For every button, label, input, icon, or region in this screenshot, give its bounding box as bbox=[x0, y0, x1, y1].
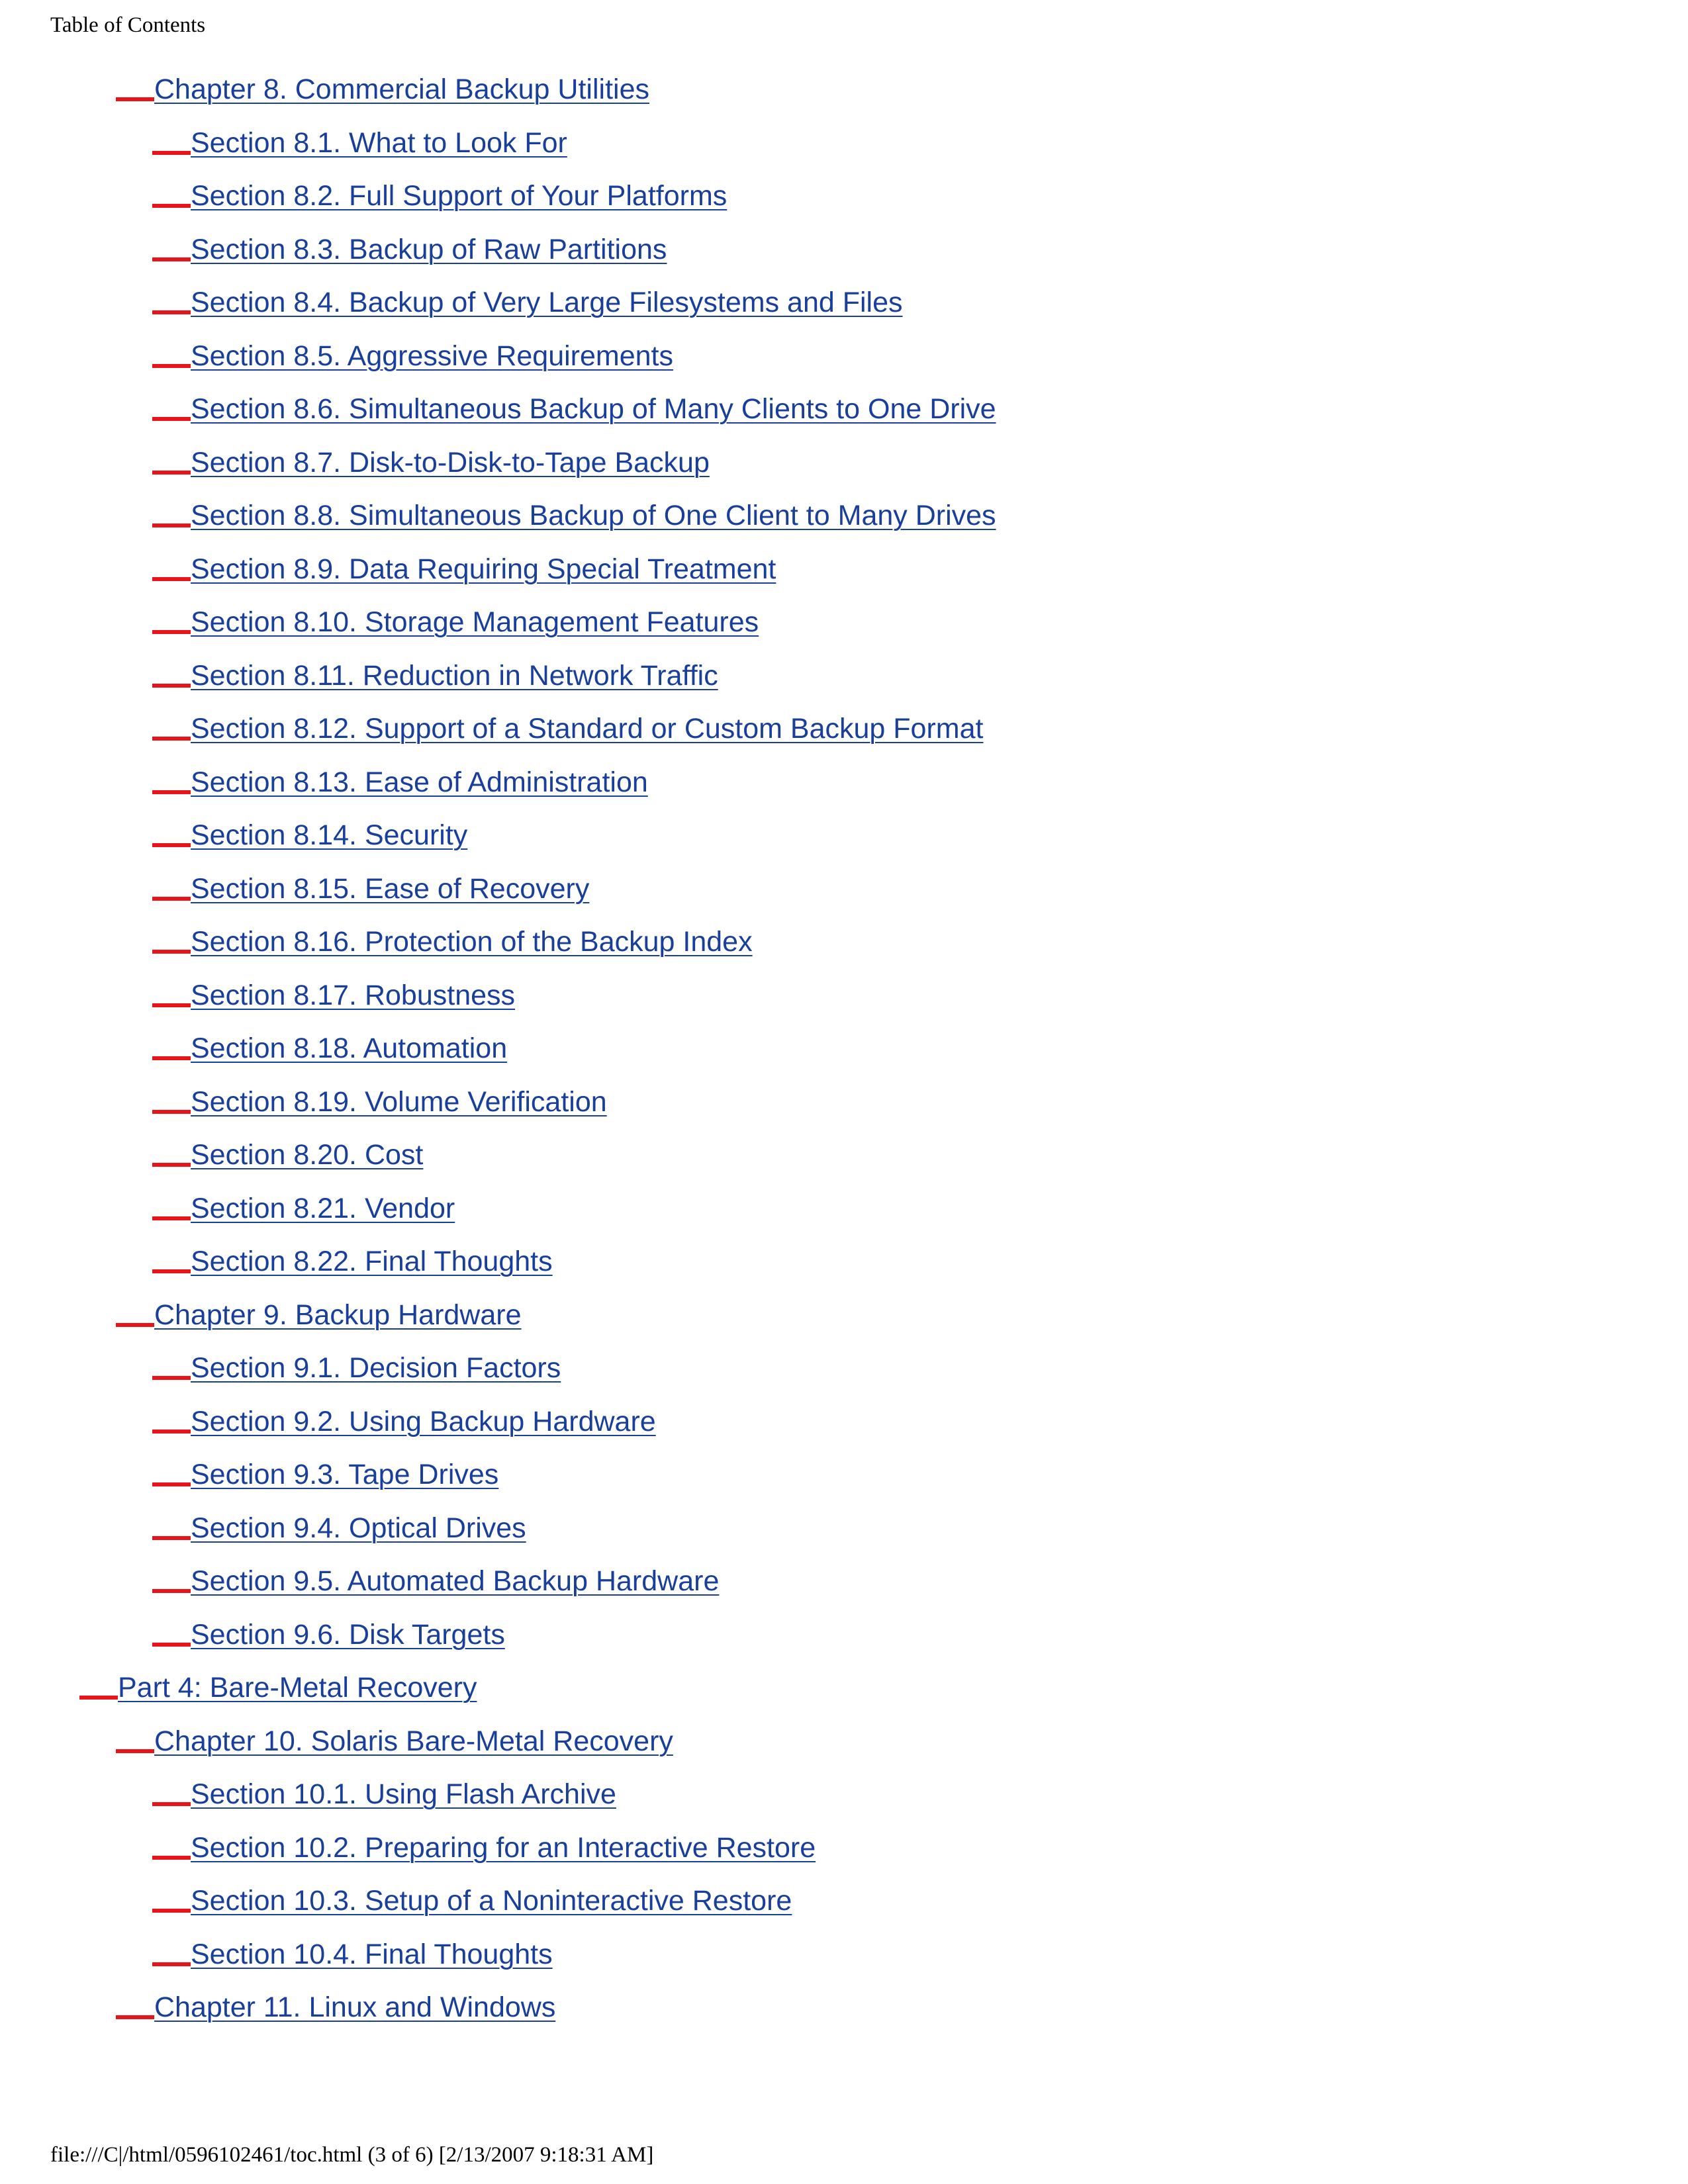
toc-entry bbox=[0, 606, 1688, 659]
bullet-marker-icon bbox=[152, 577, 191, 581]
bullet-marker-icon bbox=[152, 523, 191, 527]
toc-link-section[interactable]: Section 8.20. Cost bbox=[191, 1139, 424, 1171]
toc-entry bbox=[0, 1618, 1688, 1672]
toc-link-chapter[interactable]: Chapter 10. Solaris Bare-Metal Recovery bbox=[154, 1725, 673, 1757]
toc-link-section[interactable]: Section 8.17. Robustness bbox=[191, 979, 516, 1011]
toc-entry bbox=[0, 179, 1688, 233]
toc-entry bbox=[0, 1458, 1688, 1512]
toc-link-section[interactable]: Section 10.1. Using Flash Archive bbox=[191, 1778, 616, 1810]
toc-link-section[interactable]: Section 9.3. Tape Drives bbox=[191, 1459, 499, 1490]
bullet-marker-icon bbox=[116, 2015, 154, 2019]
toc-link-section[interactable]: Section 8.3. Backup of Raw Partitions bbox=[191, 233, 667, 265]
toc-entry bbox=[0, 819, 1688, 872]
bullet-marker-icon bbox=[152, 471, 191, 475]
toc-entry bbox=[0, 1778, 1688, 1831]
bullet-marker-icon bbox=[152, 417, 191, 421]
toc-entry bbox=[0, 925, 1688, 979]
toc-link-section[interactable]: Section 8.18. Automation bbox=[191, 1032, 508, 1064]
bullet-marker-icon bbox=[152, 364, 191, 368]
toc-entry bbox=[0, 1405, 1688, 1459]
toc-entry bbox=[0, 446, 1688, 500]
toc-entry bbox=[0, 979, 1688, 1032]
toc-entry bbox=[0, 126, 1688, 180]
bullet-marker-icon bbox=[152, 151, 191, 155]
toc-link-section[interactable]: Section 9.6. Disk Targets bbox=[191, 1618, 505, 1651]
toc-link-section[interactable]: Section 8.9. Data Requiring Special Treatment bbox=[191, 553, 776, 585]
toc-link-section[interactable]: Section 8.2. Full Support of Your Platforms bbox=[191, 180, 727, 212]
bullet-marker-icon bbox=[152, 1110, 191, 1114]
bullet-marker-icon bbox=[116, 97, 154, 101]
toc-entry bbox=[0, 712, 1688, 766]
toc-entry bbox=[0, 659, 1688, 713]
toc-entry bbox=[0, 1725, 1688, 1778]
bullet-marker-icon bbox=[152, 1589, 191, 1593]
bullet-marker-icon bbox=[152, 1163, 191, 1167]
bullet-marker-icon bbox=[152, 1430, 191, 1433]
toc-link-section[interactable]: Section 8.14. Security bbox=[191, 819, 468, 851]
toc-link-part[interactable]: Part 4: Bare-Metal Recovery bbox=[118, 1672, 477, 1704]
toc-link-section[interactable]: Section 9.4. Optical Drives bbox=[191, 1512, 526, 1544]
bullet-marker-icon bbox=[152, 1216, 191, 1220]
bullet-marker-icon bbox=[152, 1643, 191, 1647]
bullet-marker-icon bbox=[79, 1696, 118, 1700]
toc-entry bbox=[0, 872, 1688, 926]
bullet-marker-icon bbox=[152, 1482, 191, 1486]
toc-link-section[interactable]: Section 9.1. Decision Factors bbox=[191, 1352, 561, 1384]
bullet-marker-icon bbox=[116, 1749, 154, 1753]
toc-entry bbox=[0, 233, 1688, 287]
toc-link-section[interactable]: Section 8.5. Aggressive Requirements bbox=[191, 340, 674, 372]
toc-entry bbox=[0, 1192, 1688, 1246]
toc-link-section[interactable]: Section 9.5. Automated Backup Hardware bbox=[191, 1565, 720, 1597]
toc-entry bbox=[0, 1032, 1688, 1085]
bullet-marker-icon bbox=[152, 1536, 191, 1540]
toc-entry bbox=[0, 392, 1688, 446]
bullet-marker-icon bbox=[152, 950, 191, 954]
toc-link-section[interactable]: Section 8.16. Protection of the Backup Index bbox=[191, 926, 753, 958]
table-of-contents bbox=[0, 73, 1688, 2044]
bullet-marker-icon bbox=[152, 684, 191, 688]
toc-link-section[interactable]: Section 8.21. Vendor bbox=[191, 1192, 455, 1224]
toc-link-section[interactable]: Section 9.2. Using Backup Hardware bbox=[191, 1405, 656, 1437]
toc-link-section[interactable]: Section 8.6. Simultaneous Backup of Many Clients to One Drive bbox=[191, 393, 996, 425]
bullet-marker-icon bbox=[116, 1323, 154, 1327]
bullet-marker-icon bbox=[152, 204, 191, 208]
toc-link-section[interactable]: Section 8.4. Backup of Very Large Filesystems and Files bbox=[191, 287, 903, 318]
toc-link-section[interactable]: Section 8.13. Ease of Administration bbox=[191, 766, 648, 798]
toc-entry bbox=[0, 1884, 1688, 1938]
toc-link-section[interactable]: Section 10.2. Preparing for an Interactive Restore bbox=[191, 1831, 816, 1864]
toc-link-section[interactable]: Section 10.3. Setup of a Noninteractive Restore bbox=[191, 1885, 792, 1917]
toc-entry bbox=[0, 1245, 1688, 1298]
bullet-marker-icon bbox=[152, 1376, 191, 1380]
toc-entry bbox=[0, 766, 1688, 819]
toc-link-section[interactable]: Section 8.12. Support of a Standard or Custom Backup Format bbox=[191, 713, 984, 745]
toc-link-section[interactable]: Section 8.8. Simultaneous Backup of One Client to Many Drives bbox=[191, 500, 996, 531]
bullet-marker-icon bbox=[152, 843, 191, 847]
toc-entry bbox=[0, 1938, 1688, 1991]
bullet-marker-icon bbox=[152, 897, 191, 901]
toc-entry bbox=[0, 499, 1688, 553]
bullet-marker-icon bbox=[152, 1269, 191, 1273]
toc-link-section[interactable]: Section 8.1. What to Look For bbox=[191, 126, 567, 159]
toc-entry bbox=[0, 340, 1688, 393]
toc-link-section[interactable]: Section 8.10. Storage Management Features bbox=[191, 606, 759, 638]
bullet-marker-icon bbox=[152, 310, 191, 314]
bullet-marker-icon bbox=[152, 1856, 191, 1860]
toc-link-section[interactable]: Section 8.22. Final Thoughts bbox=[191, 1246, 553, 1277]
bullet-marker-icon bbox=[152, 790, 191, 794]
bullet-marker-icon bbox=[152, 737, 191, 741]
toc-link-section[interactable]: Section 8.11. Reduction in Network Traffic bbox=[191, 659, 718, 692]
toc-entry bbox=[0, 1298, 1688, 1352]
bullet-marker-icon bbox=[152, 1909, 191, 1913]
toc-entry bbox=[0, 1138, 1688, 1192]
bullet-marker-icon bbox=[152, 1802, 191, 1806]
toc-link-section[interactable]: Section 8.19. Volume Verification bbox=[191, 1085, 607, 1118]
toc-link-chapter[interactable]: Chapter 8. Commercial Backup Utilities bbox=[154, 73, 649, 105]
bullet-marker-icon bbox=[152, 1056, 191, 1060]
toc-link-section[interactable]: Section 8.15. Ease of Recovery bbox=[191, 872, 590, 905]
bullet-marker-icon bbox=[152, 1962, 191, 1966]
bullet-marker-icon bbox=[152, 257, 191, 261]
toc-entry bbox=[0, 1351, 1688, 1405]
toc-link-chapter[interactable]: Chapter 11. Linux and Windows bbox=[154, 1991, 556, 2023]
toc-entry bbox=[0, 1512, 1688, 1565]
toc-entry bbox=[0, 1671, 1688, 1725]
bullet-marker-icon bbox=[152, 630, 191, 634]
bullet-marker-icon bbox=[152, 1003, 191, 1007]
toc-entry bbox=[0, 1565, 1688, 1618]
toc-link-section[interactable]: Section 8.7. Disk-to-Disk-to-Tape Backup bbox=[191, 446, 710, 478]
toc-entry bbox=[0, 1991, 1688, 2044]
toc-link-chapter[interactable]: Chapter 9. Backup Hardware bbox=[154, 1298, 522, 1331]
toc-entry bbox=[0, 1085, 1688, 1139]
toc-link-section[interactable]: Section 10.4. Final Thoughts bbox=[191, 1938, 553, 1970]
toc-entry bbox=[0, 1831, 1688, 1885]
toc-entry bbox=[0, 286, 1688, 340]
toc-entry bbox=[0, 73, 1688, 126]
toc-entry bbox=[0, 553, 1688, 606]
page-footer-url: file:///C|/html/0596102461/toc.html (3 of 6) [2/13/2007 9:18:31 AM] bbox=[50, 2143, 654, 2167]
page-header-title: Table of Contents bbox=[50, 13, 206, 37]
